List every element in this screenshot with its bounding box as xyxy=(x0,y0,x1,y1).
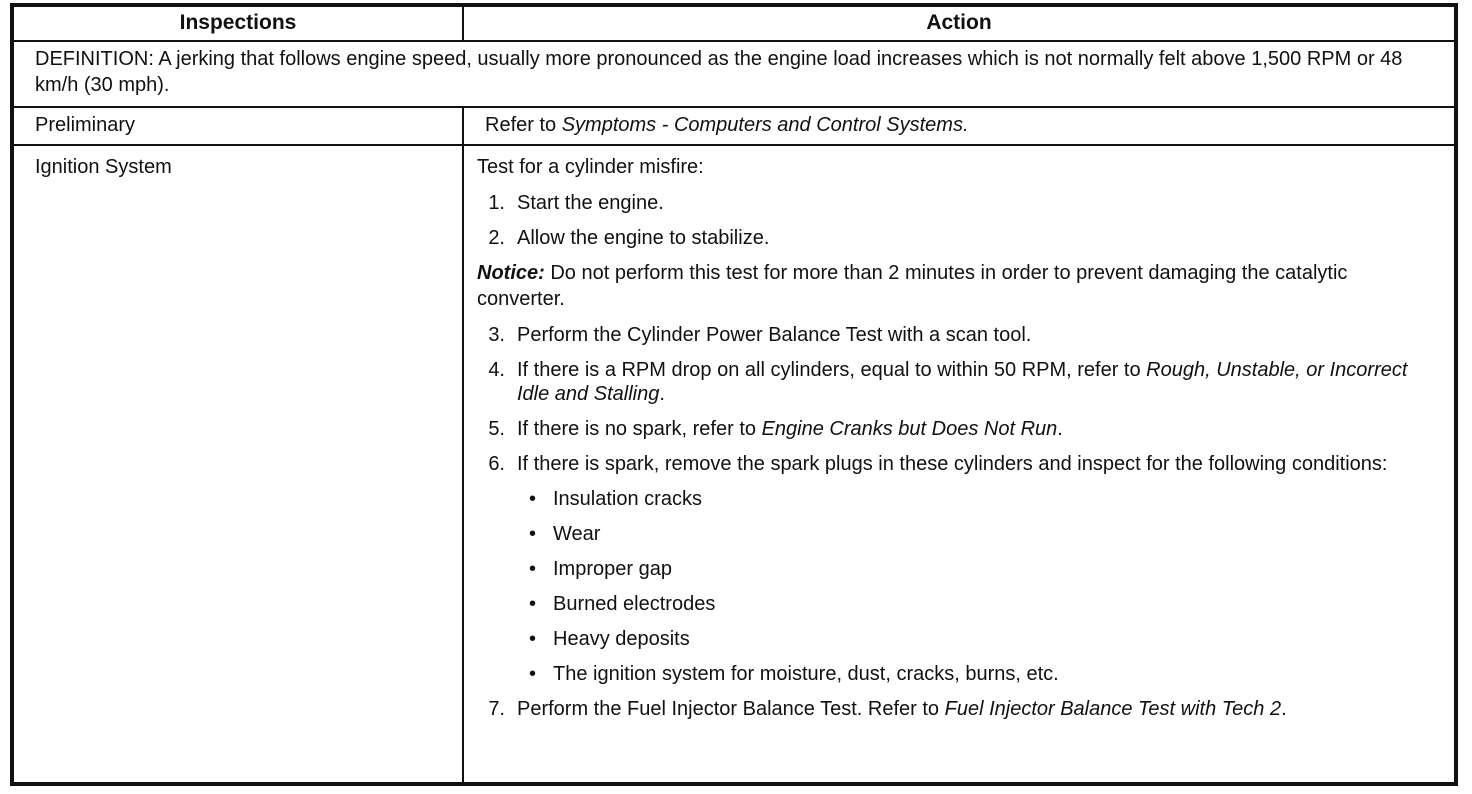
preliminary-action-cell xyxy=(463,107,1455,145)
step-item xyxy=(475,226,1434,250)
bullet-text: Heavy deposits xyxy=(553,628,690,650)
preliminary-action-prefix: Refer to xyxy=(485,114,562,136)
step-reference: Fuel Injector Balance Test with Tech 2 xyxy=(944,698,1282,720)
notice-paragraph xyxy=(475,260,1434,312)
inspection-table xyxy=(12,5,1456,784)
step-text-main: If there is a RPM drop on all cylinders, equal to within 50 RPM, refer to xyxy=(517,359,1147,381)
ignition-intro: Test for a cylinder misfire: xyxy=(477,156,704,178)
step-number: 4. xyxy=(488,359,505,381)
step-number: 7. xyxy=(488,698,505,720)
step-text xyxy=(517,417,1434,441)
preliminary-label: Preliminary xyxy=(35,114,136,136)
bullet-item xyxy=(475,487,1434,511)
step-text xyxy=(517,358,1434,406)
bullet-item xyxy=(475,627,1434,651)
bullet-text: Wear xyxy=(553,523,601,545)
step-item xyxy=(475,417,1434,441)
step-reference: Rough, Unstable, or Incorrect Idle and Stalling xyxy=(517,359,1408,405)
bullet-icon: • xyxy=(529,558,537,580)
ignition-label: Ignition System xyxy=(35,156,172,178)
step-number: 1. xyxy=(488,192,505,214)
notice-label: Notice: xyxy=(477,262,545,284)
definition-text: DEFINITION: A jerking that follows engine speed, usually more pronounced as the engine load increases which is not normally felt above 1,500 RPM or 48 km/h (30 mph). xyxy=(35,48,1403,96)
preliminary-action-reference: Symptoms - Computers and Control Systems. xyxy=(561,114,969,136)
definition-row xyxy=(13,41,1455,107)
step-item xyxy=(475,697,1434,721)
bullet-icon: • xyxy=(529,663,537,685)
symptom-table-frame xyxy=(10,3,1458,786)
header-row xyxy=(13,6,1455,41)
step-text: Start the engine. xyxy=(517,192,664,214)
bullet-icon: • xyxy=(529,488,537,510)
bullet-text: Improper gap xyxy=(553,558,672,580)
bullet-item xyxy=(475,592,1434,616)
definition-cell xyxy=(13,41,1455,107)
step-text xyxy=(517,697,1434,721)
step-item xyxy=(475,191,1434,215)
notice-text: Do not perform this test for more than 2 minutes in order to prevent damaging the catalytic converter. xyxy=(477,262,1348,310)
bullet-icon: • xyxy=(529,523,537,545)
ignition-action-block xyxy=(464,146,1454,721)
preliminary-action xyxy=(464,108,1454,140)
step-number: 2. xyxy=(488,227,505,249)
bullet-icon: • xyxy=(529,593,537,615)
step-text-main: If there is no spark, refer to xyxy=(517,418,762,440)
step-text-end: . xyxy=(1057,418,1063,440)
step-text: Allow the engine to stabilize. xyxy=(517,227,770,249)
step-text-end: . xyxy=(659,383,665,405)
bullet-item xyxy=(475,662,1434,686)
bullet-item xyxy=(475,557,1434,581)
step-text-end: . xyxy=(1281,698,1287,720)
step-text-main: Perform the Fuel Injector Balance Test. Refer to xyxy=(517,698,945,720)
step-number: 6. xyxy=(488,453,505,475)
inspections-header: Inspections xyxy=(13,6,463,41)
bullet-text: Burned electrodes xyxy=(553,593,716,615)
step-number: 5. xyxy=(488,418,505,440)
step-item xyxy=(475,452,1434,476)
ignition-action-cell xyxy=(463,145,1455,783)
step-item xyxy=(475,323,1434,347)
step-text: Perform the Cylinder Power Balance Test with a scan tool. xyxy=(517,324,1032,346)
bullet-icon: • xyxy=(529,628,537,650)
ignition-label-cell xyxy=(13,145,463,783)
step-item xyxy=(475,358,1434,406)
step-number: 3. xyxy=(488,324,505,346)
preliminary-row xyxy=(13,107,1455,145)
step-reference: Engine Cranks but Does Not Run xyxy=(761,418,1058,440)
bullet-text: Insulation cracks xyxy=(553,488,702,510)
ignition-row xyxy=(13,145,1455,783)
bullet-item xyxy=(475,522,1434,546)
preliminary-label-cell xyxy=(13,107,463,145)
action-header: Action xyxy=(463,6,1455,41)
step-text: If there is spark, remove the spark plugs in these cylinders and inspect for the following conditions: xyxy=(517,453,1388,475)
bullet-text: The ignition system for moisture, dust, cracks, burns, etc. xyxy=(553,663,1059,685)
